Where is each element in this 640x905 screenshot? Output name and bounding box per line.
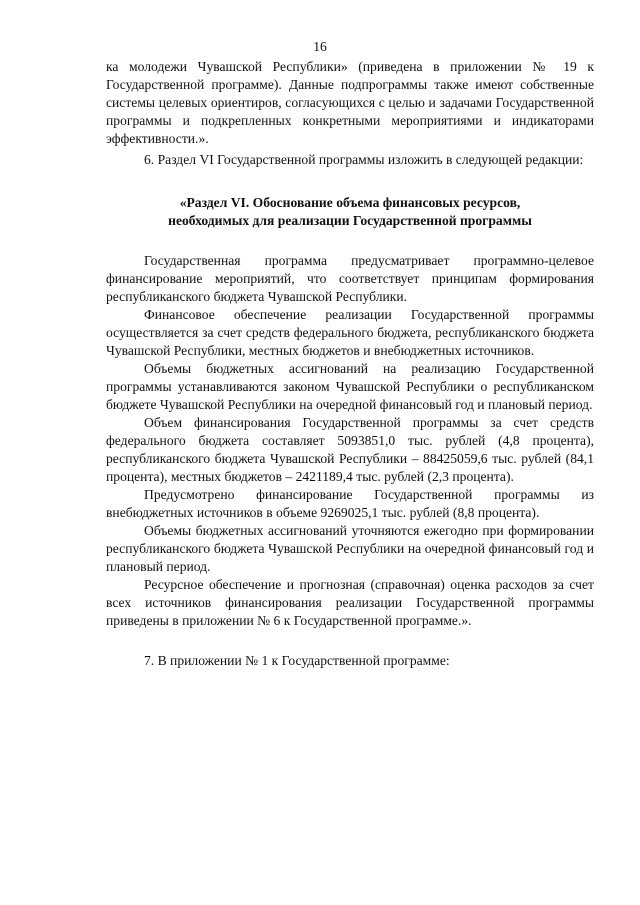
section-heading: [106, 194, 594, 230]
body-paragraph: Предусмотрено финансирование Государственной программы из внебюджетных источников в объеме 9269025,1 тыс. рублей (8,8 процента).: [106, 487, 594, 520]
section-heading-line-1: «Раздел VI. Обоснование объема финансовых ресурсов,: [179, 195, 521, 210]
page-number: 16: [313, 39, 327, 54]
body-paragraph: Объем финансирования Государственной программы за счет средств федерального бюджета составляет 5093851,0 тыс. рублей (4,8 процента), республиканского бюджета Чувашской Республики – 88425059,6 тыс. рублей (84,1 процента), местных бюджетов – 2421189,4 тыс. рублей (2,3 процента).: [106, 415, 594, 484]
body-paragraph: Ресурсное обеспечение и прогнозная (справочная) оценка расходов за счет всех источников финансирования реализации Государственной программы приведены в приложении № 6 к Государственной программе.».: [106, 577, 594, 628]
document-body: [106, 58, 594, 670]
body-paragraph: Объемы бюджетных ассигнований на реализацию Государственной программы устанавливаются законом Чувашской Республики о республиканском бюджете Чувашской Республики на очередной финансовый год и плановый период.: [106, 361, 594, 412]
section-heading-line-2: необходимых для реализации Государственной программы: [168, 213, 532, 228]
body-paragraph: Финансовое обеспечение реализации Государственной программы осуществляется за счет средств федерального бюджета, республиканского бюджета Чувашской Республики, местных бюджетов и внебюджетных источников.: [106, 307, 594, 358]
amendment-item-6: 6. Раздел VI Государственной программы изложить в следующей редакции:: [144, 152, 584, 167]
continuation-paragraph: ка молодежи Чувашской Республики» (приведена в приложении № 19 к Государственной программе). Данные подпрограммы также имеют собственные системы целевых ориентиров, согласующихся с целью и задачами Государственной программы и подкрепленных конкретными мероприятиями и индикаторами эффективности.».: [106, 59, 594, 146]
amendment-item-7: 7. В приложении № 1 к Государственной программе:: [144, 653, 450, 668]
body-paragraph: Объемы бюджетных ассигнований уточняются ежегодно при формировании республиканского бюджета Чувашской Республики на очередной финансовый год и плановый период.: [106, 523, 594, 574]
body-paragraph: Государственная программа предусматривает программно-целевое финансирование мероприятий, что соответствует принципам формирования республиканского бюджета Чувашской Республики.: [106, 253, 594, 304]
